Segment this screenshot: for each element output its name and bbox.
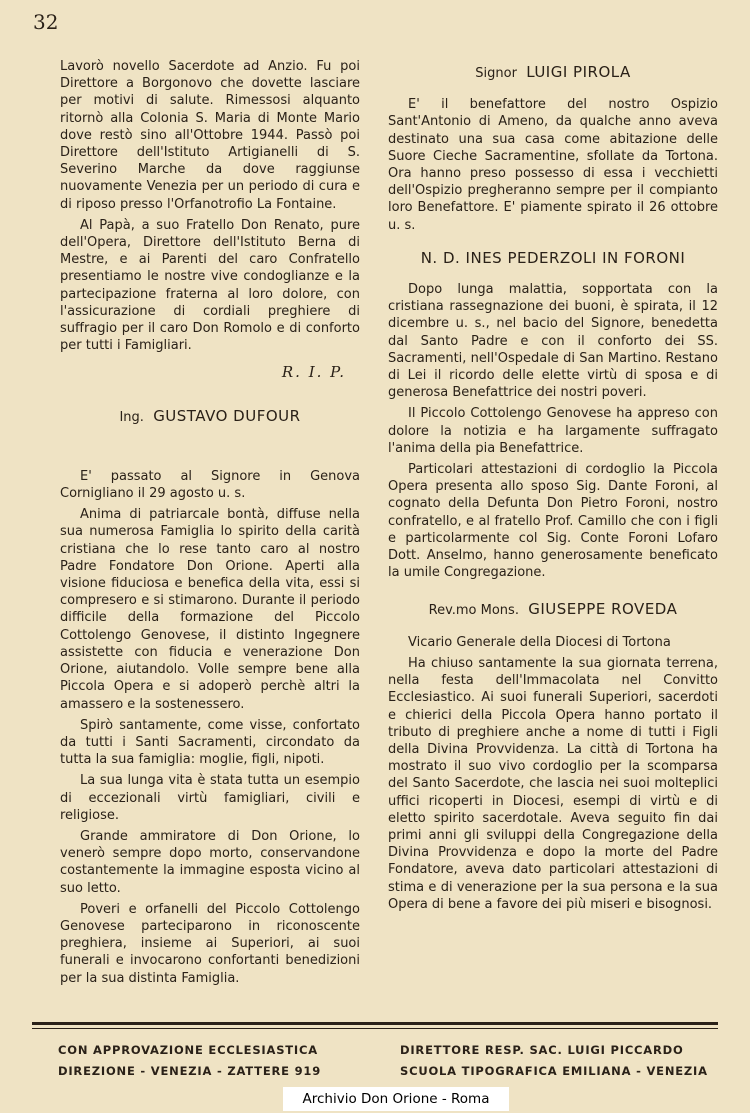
page-number: 32 [33, 10, 59, 34]
heading-title: Ing. [119, 409, 144, 425]
footer-printer: SCUOLA TIPOGRAFICA EMILIANA - VENEZIA [400, 1064, 708, 1078]
obituary-subtitle: Vicario Generale della Diocesi di Tortona [408, 634, 671, 650]
heading-name: LUIGI PIROLA [526, 63, 631, 81]
left-column [60, 58, 360, 991]
obituary-paragraph: Spirò santamente, come visse, confortato da tutti i Santi Sacramenti, circondato da tutta la sua famiglia: moglie, figli, nipoti. [60, 717, 360, 768]
heading-title: Signor [475, 66, 517, 81]
footer-direction: DIREZIONE - VENEZIA - ZATTERE 919 [58, 1064, 321, 1078]
obituary-heading-pederzoli: N. D. INES PEDERZOLI IN FORONI [420, 248, 686, 267]
footer-approval: CON APPROVAZIONE ECCLESIASTICA [58, 1043, 318, 1057]
right-column [388, 58, 718, 917]
heading-name: GIUSEPPE ROVEDA [528, 600, 678, 619]
obituary-paragraph: Il Piccolo Cottolengo Genovese ha appreso con dolore la notizia e ha largamente suffragato l'anima della pia Benefattrice. [388, 406, 718, 456]
obituary-heading-dufour [60, 408, 360, 426]
obituary-paragraph: Grande ammiratore di Don Orione, lo venerò sempre dopo morto, conservandone costantemente la immagine esposta vicino al suo letto. [60, 828, 360, 896]
heading-name: GUSTAVO DUFOUR [153, 406, 301, 425]
obituary-heading-roveda [388, 601, 718, 619]
obituary-paragraph: Lavorò novello Sacerdote ad Anzio. Fu poi Direttore a Borgonovo che dovette lasciare per motivi di salute. Rimessosi alquanto ritornò alla Colonia S. Maria di Monte Mario dove restò sino all'Ottobre 1944. Passò poi Direttore dell'Istituto Artigianelli di S. Severino Marche da dove raggiunse nuovamente Venezia per un periodo di cura e di riposo presso l'Orfanotrofio La Fontaine. [60, 59, 360, 212]
archive-watermark-label: Archivio Don Orione - Roma [283, 1087, 509, 1111]
obituary-heading-pirola [388, 64, 718, 82]
obituary-paragraph: Ha chiuso santamente la sua giornata terrena, nella festa dell'Immacolata nel Convitto Ecclesiastico. Ai suoi funerali Superiori, sacerdoti e chierici della Piccola Opera hanno portato il tributo di preghiere anche a nome di tutti i Figli della Divina Provvidenza. La città di Tortona ha mostrato il suo vivo cordoglio per la scomparsa del Santo Sacerdote, che lascia nei suoi molteplici uffici ricoperti in Diocesi, esempi di virtù e di eletto spirito sacerdotale. Aveva seguito fin dai primi anni gli sviluppi della Congregazione della Divina Provvidenza e dopo la morte del Padre Fondatore, aveva dato particolari attestazioni di stima e di venerazione per la sua persona e la sua Opera di bene a favore dei più miseri e bisognosi. [388, 655, 718, 912]
rip-signoff: R. I. P. [281, 363, 346, 382]
obituary-paragraph: Anima di patriarcale bontà, diffuse nella sua numerosa Famiglia lo spirito della carità cristiana che lo rese tanto caro al nostro Padre Fondatore Don Orione. Aperti alla visione fiduciosa e benefica della vita, essi si compresero e si stimarono. Durante il periodo difficile della formazione del Piccolo Cottolengo Genovese, il distinto Ingegnere assistette con fiducia e venerazione Don Orione, aiutandolo. Volle sempre bene alla Piccola Opera e si adoperò perchè altri la amassero e la sostenessero. [60, 507, 360, 712]
footer-left [58, 1040, 321, 1082]
obituary-paragraph: E' il benefattore del nostro Ospizio Sant'Antonio di Ameno, da qualche anno aveva destinato una sua casa come abitazione delle Suore Cieche Sacramentine, sfollate da Tortona. Ora hanno preso possesso di essa i vecchietti dell'Ospizio pregheranno sempre per il compianto loro Benefattore. E' piamente spirato il 26 ottobre u. s. [388, 97, 718, 233]
footer-director: DIRETTORE RESP. SAC. LUIGI PICCARDO [400, 1043, 684, 1057]
heading-title: Rev.mo Mons. [428, 603, 519, 619]
condolence-paragraph: Al Papà, a suo Fratello Don Renato, pure dell'Opera, Direttore dell'Istituto Berna di Mestre, e ai Parenti del caro Confratello presentiamo le nostre vive condoglianze e la partecipazione fraterna al loro dolore, con l'assicurazione di cordiali preghiere di suffragio per il caro Don Romolo e di conforto per tutti i Famigliari. [60, 217, 360, 354]
obituary-paragraph: La sua lunga vita è stata tutta un esempio di eccezionali virtù famigliari, civili e religiose. [60, 773, 360, 823]
footer-rule-bottom [32, 1028, 718, 1029]
obituary-paragraph: E' passato al Signore in Genova Cornigliano il 29 agosto u. s. [60, 468, 360, 502]
footer-right [400, 1040, 708, 1082]
obituary-paragraph: Poveri e orfanelli del Piccolo Cottolengo Genovese parteciparono in riconoscente preghiera, insieme ai Superiori, ai suoi funerali e invocarono confortanti benedizioni per la sua distinta Famiglia. [60, 901, 360, 986]
obituary-paragraph: Dopo lunga malattia, sopportata con la cristiana rassegnazione dei buoni, è spirata, il 12 dicembre u. s., nel bacio del Signore, benedetta dal Santo Padre e con il conforto dei SS. Sacramenti, nell'Ospedale di San Martino. Restano di Lei il ricordo delle elette virtù di sposa e di generosa Benefattrice dei nostri poveri. [388, 282, 718, 401]
footer-rule-top [32, 1022, 718, 1025]
obituary-paragraph: Particolari attestazioni di cordoglio la Piccola Opera presenta allo sposo Sig. Dante Foroni, al cognato della Defunta Don Pietro Foroni, nostro confratello, e al fratello Prof. Camillo che con i figli e particolarmente col Sig. Conte Foroni Lofaro Dott. Anselmo, hanno generosamente beneficato la umile Congregazione. [388, 462, 718, 581]
